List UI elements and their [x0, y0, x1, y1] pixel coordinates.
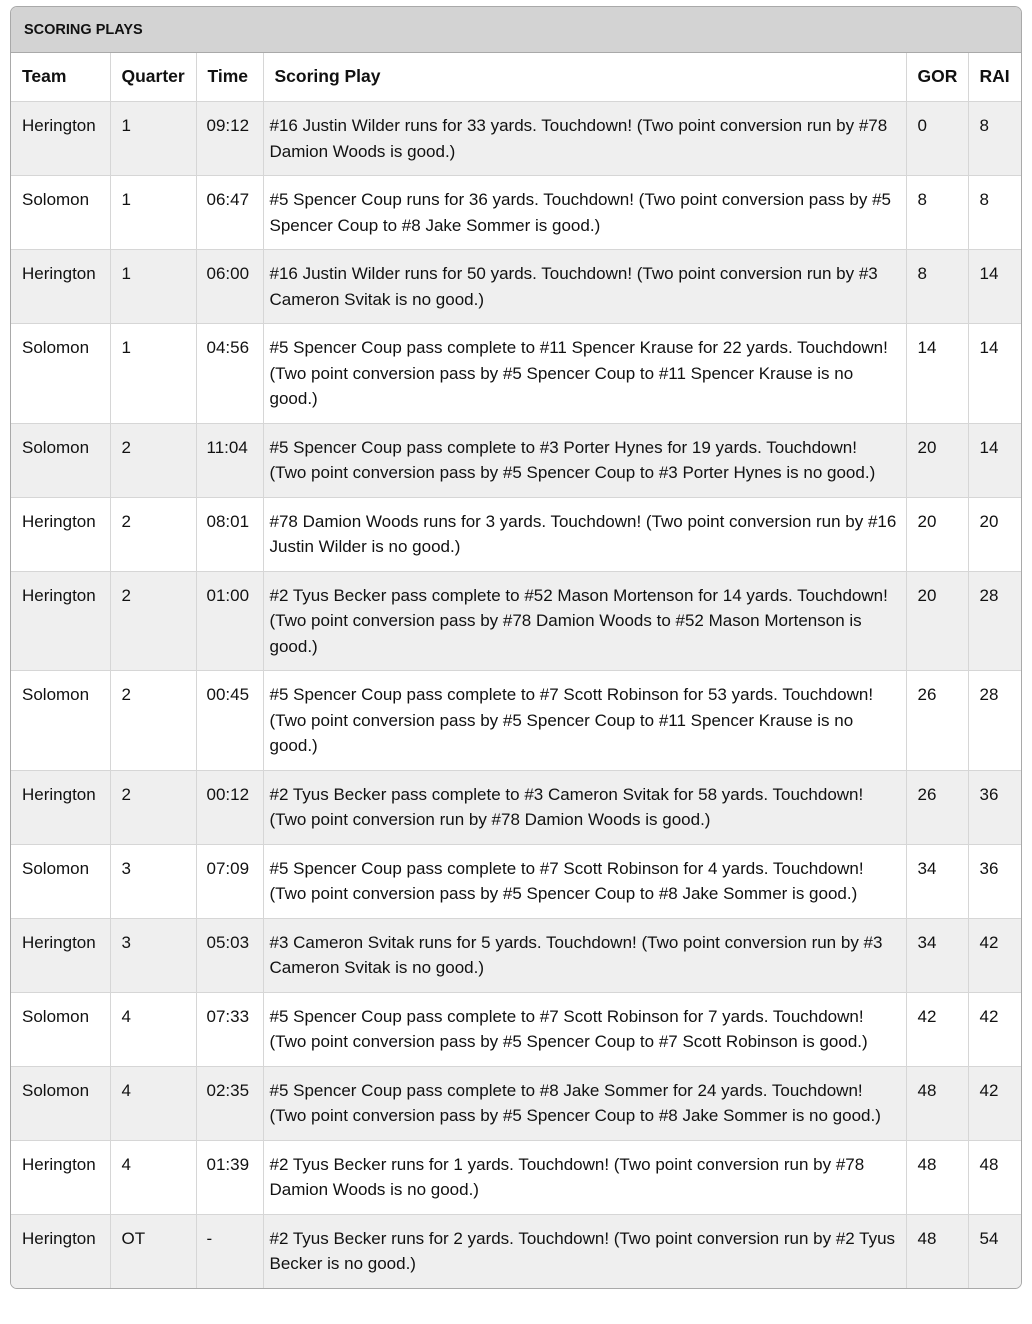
table-header-row: [11, 53, 1022, 102]
cell-gor-score: 48: [906, 1066, 968, 1140]
cell-time: 06:47: [196, 176, 263, 250]
cell-team: Solomon: [11, 423, 110, 497]
column-header-rai: RAI: [968, 53, 1022, 102]
cell-team: Herington: [11, 770, 110, 844]
cell-gor-score: 20: [906, 423, 968, 497]
cell-gor-score: 42: [906, 992, 968, 1066]
cell-time: 08:01: [196, 497, 263, 571]
cell-quarter: 2: [110, 571, 196, 671]
panel-title: SCORING PLAYS: [11, 7, 1021, 53]
cell-time: -: [196, 1214, 263, 1288]
table-row: [11, 1140, 1022, 1214]
cell-scoring-play: #2 Tyus Becker pass complete to #3 Cameron Svitak for 58 yards. Touchdown! (Two point conversion run by #78 Damion Woods is good.): [263, 770, 906, 844]
column-header-quarter: Quarter: [110, 53, 196, 102]
cell-scoring-play: #5 Spencer Coup pass complete to #8 Jake Sommer for 24 yards. Touchdown! (Two point conversion pass by #5 Spencer Coup to #8 Jake Sommer is no good.): [263, 1066, 906, 1140]
cell-rai-score: 36: [968, 770, 1022, 844]
cell-gor-score: 34: [906, 844, 968, 918]
table-row: [11, 324, 1022, 424]
cell-rai-score: 8: [968, 102, 1022, 176]
cell-quarter: OT: [110, 1214, 196, 1288]
cell-scoring-play: #2 Tyus Becker runs for 1 yards. Touchdown! (Two point conversion run by #78 Damion Woods is no good.): [263, 1140, 906, 1214]
cell-scoring-play: #2 Tyus Becker pass complete to #52 Mason Mortenson for 14 yards. Touchdown! (Two point conversion pass by #78 Damion Woods to #52 Mason Mortenson is good.): [263, 571, 906, 671]
cell-quarter: 3: [110, 918, 196, 992]
cell-time: 00:45: [196, 671, 263, 771]
cell-scoring-play: #78 Damion Woods runs for 3 yards. Touchdown! (Two point conversion run by #16 Justin Wilder is no good.): [263, 497, 906, 571]
cell-gor-score: 20: [906, 571, 968, 671]
table-row: [11, 1066, 1022, 1140]
cell-team: Solomon: [11, 844, 110, 918]
column-header-scoring-play: Scoring Play: [263, 53, 906, 102]
table-row: [11, 1214, 1022, 1288]
cell-team: Herington: [11, 497, 110, 571]
column-header-time: Time: [196, 53, 263, 102]
table-row: [11, 770, 1022, 844]
scoring-plays-panel: [10, 6, 1022, 1289]
cell-scoring-play: #5 Spencer Coup pass complete to #3 Porter Hynes for 19 yards. Touchdown! (Two point conversion pass by #5 Spencer Coup to #3 Porter Hynes is no good.): [263, 423, 906, 497]
cell-gor-score: 14: [906, 324, 968, 424]
cell-team: Herington: [11, 918, 110, 992]
cell-team: Herington: [11, 1140, 110, 1214]
cell-quarter: 1: [110, 324, 196, 424]
table-row: [11, 918, 1022, 992]
cell-gor-score: 48: [906, 1214, 968, 1288]
cell-scoring-play: #5 Spencer Coup pass complete to #7 Scott Robinson for 53 yards. Touchdown! (Two point conversion pass by #5 Spencer Coup to #11 Spencer Krause is no good.): [263, 671, 906, 771]
cell-quarter: 3: [110, 844, 196, 918]
cell-gor-score: 26: [906, 770, 968, 844]
cell-time: 11:04: [196, 423, 263, 497]
cell-gor-score: 20: [906, 497, 968, 571]
cell-rai-score: 8: [968, 176, 1022, 250]
cell-quarter: 4: [110, 1140, 196, 1214]
table-row: [11, 844, 1022, 918]
cell-gor-score: 26: [906, 671, 968, 771]
scoring-plays-table: [11, 53, 1022, 1288]
cell-quarter: 2: [110, 497, 196, 571]
cell-scoring-play: #2 Tyus Becker runs for 2 yards. Touchdown! (Two point conversion run by #2 Tyus Becker is no good.): [263, 1214, 906, 1288]
cell-rai-score: 54: [968, 1214, 1022, 1288]
cell-team: Herington: [11, 571, 110, 671]
cell-scoring-play: #3 Cameron Svitak runs for 5 yards. Touchdown! (Two point conversion run by #3 Cameron Svitak is no good.): [263, 918, 906, 992]
cell-scoring-play: #5 Spencer Coup pass complete to #7 Scott Robinson for 7 yards. Touchdown! (Two point conversion pass by #5 Spencer Coup to #7 Scott Robinson is good.): [263, 992, 906, 1066]
cell-team: Herington: [11, 1214, 110, 1288]
column-header-gor: GOR: [906, 53, 968, 102]
cell-scoring-play: #5 Spencer Coup pass complete to #7 Scott Robinson for 4 yards. Touchdown! (Two point conversion pass by #5 Spencer Coup to #8 Jake Sommer is good.): [263, 844, 906, 918]
cell-time: 07:09: [196, 844, 263, 918]
cell-time: 06:00: [196, 250, 263, 324]
table-row: [11, 176, 1022, 250]
cell-rai-score: 42: [968, 1066, 1022, 1140]
cell-team: Solomon: [11, 1066, 110, 1140]
cell-rai-score: 20: [968, 497, 1022, 571]
cell-time: 01:00: [196, 571, 263, 671]
cell-time: 02:35: [196, 1066, 263, 1140]
cell-time: 07:33: [196, 992, 263, 1066]
cell-team: Herington: [11, 102, 110, 176]
cell-quarter: 1: [110, 250, 196, 324]
cell-scoring-play: #16 Justin Wilder runs for 50 yards. Touchdown! (Two point conversion run by #3 Cameron Svitak is no good.): [263, 250, 906, 324]
cell-quarter: 1: [110, 176, 196, 250]
cell-quarter: 1: [110, 102, 196, 176]
cell-team: Herington: [11, 250, 110, 324]
cell-time: 00:12: [196, 770, 263, 844]
cell-gor-score: 8: [906, 176, 968, 250]
cell-rai-score: 14: [968, 250, 1022, 324]
cell-rai-score: 28: [968, 671, 1022, 771]
table-row: [11, 671, 1022, 771]
table-row: [11, 102, 1022, 176]
cell-scoring-play: #5 Spencer Coup runs for 36 yards. Touchdown! (Two point conversion pass by #5 Spencer Coup to #8 Jake Sommer is good.): [263, 176, 906, 250]
table-row: [11, 497, 1022, 571]
table-row: [11, 250, 1022, 324]
cell-quarter: 2: [110, 671, 196, 771]
cell-rai-score: 14: [968, 324, 1022, 424]
cell-quarter: 2: [110, 770, 196, 844]
cell-quarter: 2: [110, 423, 196, 497]
column-header-team: Team: [11, 53, 110, 102]
cell-rai-score: 36: [968, 844, 1022, 918]
cell-rai-score: 42: [968, 918, 1022, 992]
cell-scoring-play: #16 Justin Wilder runs for 33 yards. Touchdown! (Two point conversion run by #78 Damion Woods is good.): [263, 102, 906, 176]
cell-rai-score: 42: [968, 992, 1022, 1066]
cell-gor-score: 0: [906, 102, 968, 176]
cell-rai-score: 14: [968, 423, 1022, 497]
cell-rai-score: 48: [968, 1140, 1022, 1214]
table-row: [11, 571, 1022, 671]
cell-time: 09:12: [196, 102, 263, 176]
cell-team: Solomon: [11, 671, 110, 771]
cell-gor-score: 8: [906, 250, 968, 324]
cell-time: 04:56: [196, 324, 263, 424]
cell-quarter: 4: [110, 1066, 196, 1140]
table-row: [11, 992, 1022, 1066]
cell-scoring-play: #5 Spencer Coup pass complete to #11 Spencer Krause for 22 yards. Touchdown! (Two point conversion pass by #5 Spencer Coup to #11 Spencer Krause is no good.): [263, 324, 906, 424]
cell-quarter: 4: [110, 992, 196, 1066]
cell-time: 01:39: [196, 1140, 263, 1214]
cell-gor-score: 48: [906, 1140, 968, 1214]
cell-gor-score: 34: [906, 918, 968, 992]
cell-team: Solomon: [11, 324, 110, 424]
cell-rai-score: 28: [968, 571, 1022, 671]
cell-time: 05:03: [196, 918, 263, 992]
cell-team: Solomon: [11, 176, 110, 250]
table-row: [11, 423, 1022, 497]
cell-team: Solomon: [11, 992, 110, 1066]
